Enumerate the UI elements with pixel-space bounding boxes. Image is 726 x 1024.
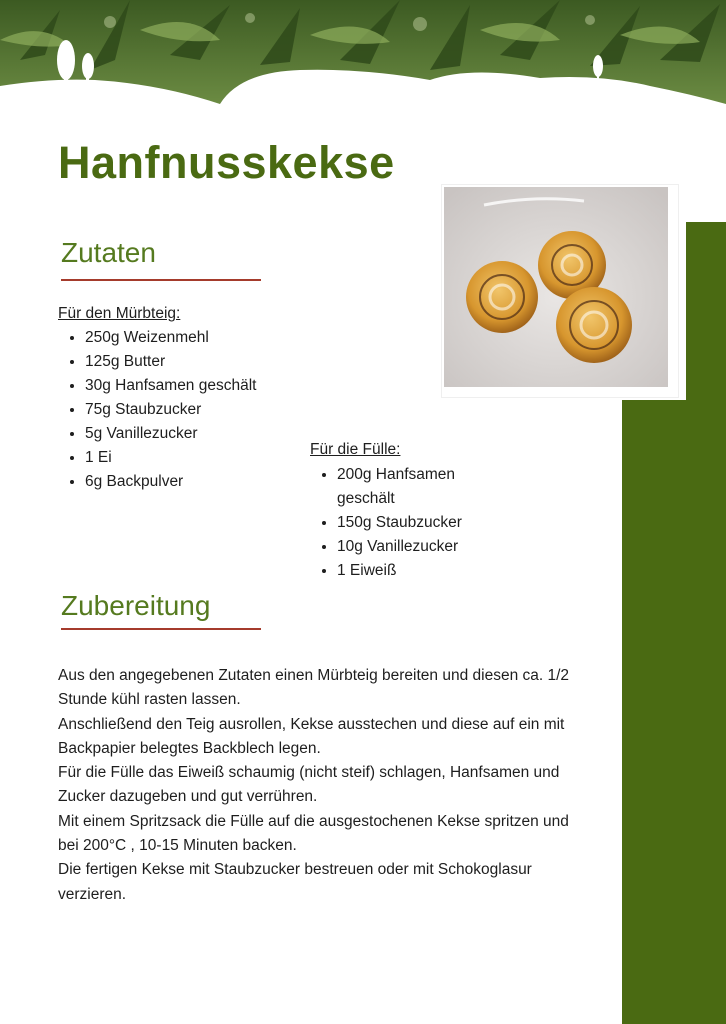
preparation-paragraph: Für die Fülle das Eiweiß schaumig (nicht steif) schlagen, Hanfsamen und Zucker dazugeben und gut verrühren. bbox=[58, 764, 560, 806]
header-banner bbox=[0, 0, 726, 112]
list-item: • 1 Ei bbox=[85, 446, 345, 470]
preparation-text bbox=[58, 664, 578, 907]
green-side-bar bbox=[622, 400, 726, 1024]
list-item: • 6g Backpulver bbox=[85, 470, 345, 494]
list-item: • 150g Staubzucker bbox=[337, 511, 512, 535]
hemp-leaves-banner-image bbox=[0, 0, 726, 112]
dough-subheading: Für den Mürbteig: bbox=[58, 305, 181, 322]
list-item: • 1 Eiweiß bbox=[337, 559, 512, 583]
preparation-paragraph: Mit einem Spritzsack die Fülle auf die ausgestochenen Kekse spritzen und bei 200°C , 10-15 Minuten backen. bbox=[58, 812, 569, 855]
list-item: • 125g Butter bbox=[85, 350, 345, 374]
filling-ingredient-list bbox=[310, 463, 512, 583]
dough-ingredient-list bbox=[58, 326, 345, 494]
hemp-cookies-photo-image bbox=[444, 187, 668, 387]
list-item: • 200g Hanfsamen geschält bbox=[337, 463, 512, 511]
list-item: • 5g Vanillezucker bbox=[85, 422, 345, 446]
list-item: • 75g Staubzucker bbox=[85, 398, 345, 422]
list-item: • 30g Hanfsamen geschält bbox=[85, 374, 345, 398]
preparation-paragraph: Die fertigen Kekse mit Staubzucker bestreuen oder mit Schokoglasur verzieren. bbox=[58, 861, 532, 903]
ingredients-heading-rule bbox=[61, 279, 261, 281]
preparation-heading-rule bbox=[61, 628, 261, 630]
list-item: • 10g Vanillezucker bbox=[337, 535, 512, 559]
preparation-heading: Zubereitung bbox=[61, 590, 211, 621]
list-item: • 250g Weizenmehl bbox=[85, 326, 345, 350]
cookies-photo bbox=[444, 187, 668, 387]
green-side-bar-upper bbox=[686, 222, 726, 402]
preparation-paragraph: Aus den angegebenen Zutaten einen Mürbteig bereiten und diesen ca. 1/2 Stunde kühl rasten lassen. bbox=[58, 667, 570, 709]
photo-frame bbox=[442, 185, 678, 397]
filling-subheading: Für die Fülle: bbox=[310, 441, 401, 458]
preparation-paragraph: Anschließend den Teig ausrollen, Kekse ausstechen und diese auf ein mit Backpapier belegtes Backblech legen. bbox=[58, 715, 565, 757]
page-title: Hanfnusskekse bbox=[58, 137, 395, 188]
ingredients-heading: Zutaten bbox=[61, 237, 156, 268]
